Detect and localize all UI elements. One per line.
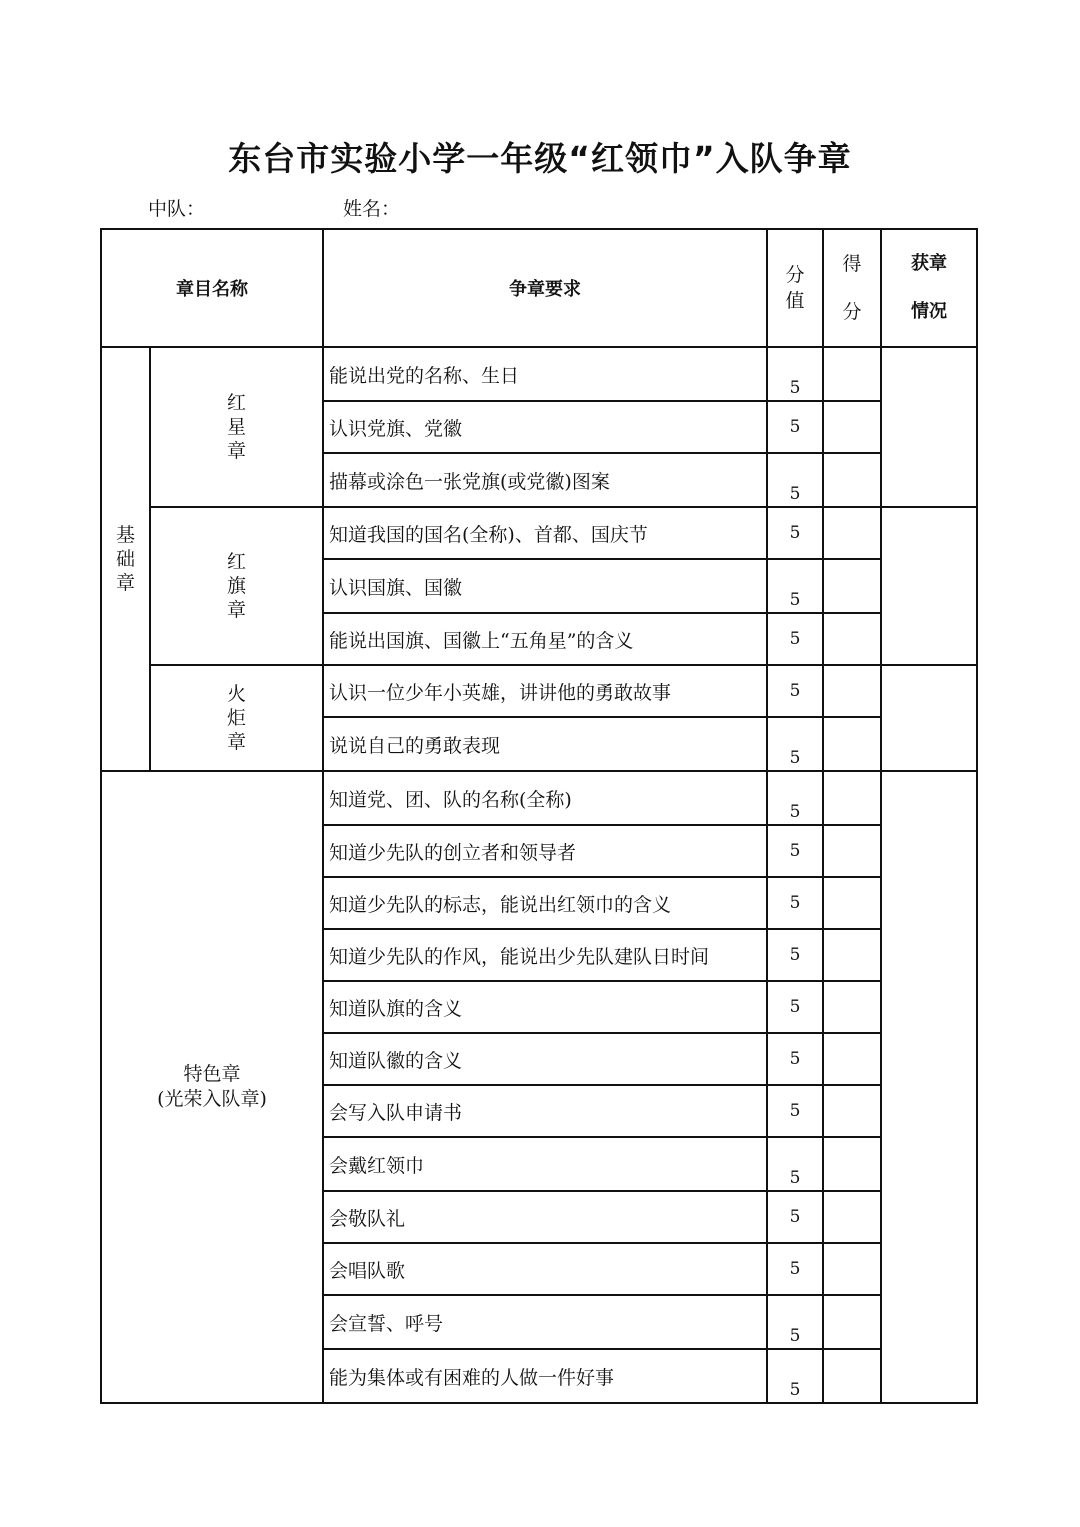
requirement-cell: 知道少先队的创立者和领导者 [323,825,767,877]
requirement-cell: 能说出国旗、国徽上“五角星”的含义 [323,613,767,665]
score-cell[interactable] [823,1295,881,1349]
special-group-cell [101,771,323,1403]
score-cell[interactable] [823,717,881,771]
squad-label: 中队： [148,198,206,220]
points-cell: 5 [767,1243,823,1295]
table-row [101,507,977,559]
requirement-cell: 会敬队礼 [323,1191,767,1243]
requirement-cell: 能为集体或有困难的人做一件好事 [323,1349,767,1403]
page-title: 东台市实验小学一年级“红领巾”入队争章 [228,139,852,178]
points-cell: 5 [767,981,823,1033]
points-cell: 5 [767,1295,823,1349]
points-cell: 5 [767,1191,823,1243]
score-cell[interactable] [823,401,881,453]
points-cell: 5 [767,347,823,401]
points-cell: 5 [767,1137,823,1191]
award-cell[interactable] [881,347,977,507]
header-badge-name: 章目名称 [101,229,323,347]
special-group-line1: 特色章 [183,1063,241,1085]
header-row [101,229,977,347]
points-cell: 5 [767,507,823,559]
requirement-cell: 知道队徽的含义 [323,1033,767,1085]
requirement-cell: 能说出党的名称、生日 [323,347,767,401]
requirement-cell: 知道党、团、队的名称(全称) [323,771,767,825]
points-cell: 5 [767,877,823,929]
header-points-text: 分值 [785,264,805,312]
requirement-cell: 描幕或涂色一张党旗(或党徽)图案 [323,453,767,507]
requirement-cell: 知道少先队的标志，能说出红领巾的含义 [323,877,767,929]
requirement-cell: 知道队旗的含义 [323,981,767,1033]
header-award-line2: 情况 [911,301,947,322]
badge-table [100,228,978,1404]
score-cell[interactable] [823,453,881,507]
score-cell[interactable] [823,1191,881,1243]
score-cell[interactable] [823,771,881,825]
requirement-cell: 认识国旗、国徽 [323,559,767,613]
award-cell[interactable] [881,665,977,771]
score-cell[interactable] [823,559,881,613]
name-label: 姓名： [343,198,401,220]
score-cell[interactable] [823,1349,881,1403]
score-cell[interactable] [823,1137,881,1191]
table-row [101,771,977,825]
score-cell[interactable] [823,1085,881,1137]
header-score-line2: 分 [842,301,862,323]
special-group-line2: (光荣入队章) [157,1088,267,1110]
requirement-cell: 会戴红领巾 [323,1137,767,1191]
requirement-cell: 会唱队歌 [323,1243,767,1295]
points-cell: 5 [767,1349,823,1403]
score-cell[interactable] [823,877,881,929]
header-award [881,229,977,347]
score-cell[interactable] [823,929,881,981]
points-cell: 5 [767,1085,823,1137]
score-cell[interactable] [823,665,881,717]
award-cell[interactable] [881,507,977,665]
badge-red-star [150,347,323,507]
header-points [767,229,823,347]
score-cell[interactable] [823,1243,881,1295]
header-requirement: 争章要求 [323,229,767,347]
badge-torch-label: 火炬章 [226,683,246,753]
requirement-cell: 知道我国的国名(全称)、首都、国庆节 [323,507,767,559]
table-row [101,347,977,401]
basic-group-cell [101,347,150,771]
points-cell: 5 [767,453,823,507]
header-award-line1: 获章 [911,253,947,274]
points-cell: 5 [767,717,823,771]
requirement-cell: 会写入队申请书 [323,1085,767,1137]
points-cell: 5 [767,401,823,453]
score-cell[interactable] [823,347,881,401]
score-cell[interactable] [823,1033,881,1085]
points-cell: 5 [767,825,823,877]
requirement-cell: 说说自己的勇敢表现 [323,717,767,771]
points-cell: 5 [767,771,823,825]
score-cell[interactable] [823,613,881,665]
requirement-cell: 知道少先队的作风，能说出少先队建队日时间 [323,929,767,981]
table-row [101,665,977,717]
badge-red-star-label: 红星章 [226,392,246,462]
header-score-line1: 得 [842,253,862,275]
requirement-cell: 认识党旗、党徽 [323,401,767,453]
points-cell: 5 [767,559,823,613]
basic-group-label: 基础章 [115,524,135,594]
badge-red-flag [150,507,323,665]
score-cell[interactable] [823,981,881,1033]
points-cell: 5 [767,1033,823,1085]
header-score [823,229,881,347]
points-cell: 5 [767,929,823,981]
requirement-cell: 会宣誓、呼号 [323,1295,767,1349]
badge-red-flag-label: 红旗章 [226,551,246,621]
points-cell: 5 [767,665,823,717]
requirement-cell: 认识一位少年小英雄，讲讲他的勇敢故事 [323,665,767,717]
score-cell[interactable] [823,507,881,559]
badge-torch [150,665,323,771]
points-cell: 5 [767,613,823,665]
score-cell[interactable] [823,825,881,877]
award-cell[interactable] [881,771,977,1403]
